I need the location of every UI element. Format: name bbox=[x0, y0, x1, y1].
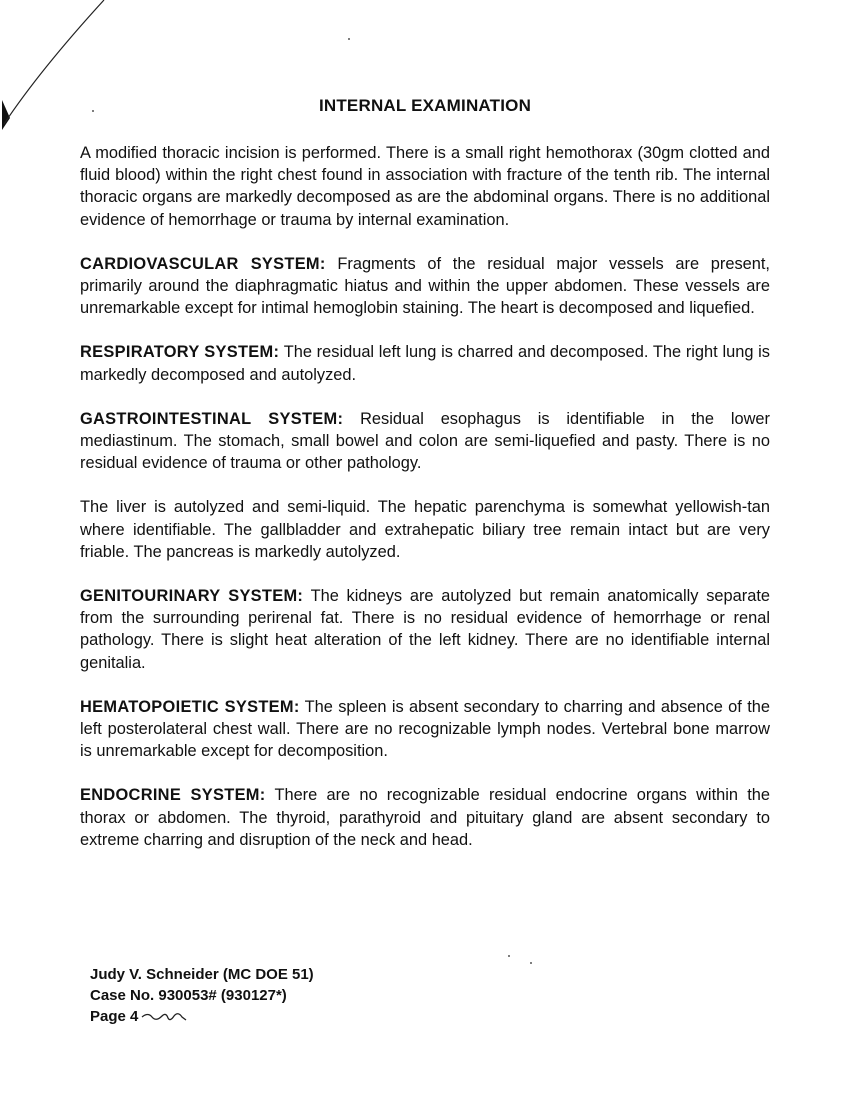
section-hematopoietic bbox=[80, 696, 770, 763]
handwritten-initials-icon bbox=[140, 1008, 190, 1026]
scan-speck bbox=[530, 962, 532, 964]
section-text: Residual esophagus is identifiable in the lower mediastinum. The stomach, small bowel and colon are semi-liquefied and pasty. There is no residual evidence of trauma or other pathology. bbox=[80, 409, 770, 473]
section-liver bbox=[80, 496, 770, 563]
page-number-line bbox=[90, 1006, 314, 1027]
document-page bbox=[80, 96, 770, 873]
section-text: The liver is autolyzed and semi-liquid. The hepatic parenchyma is somewhat yellowish-tan where identifiable. The gallbladder and extrahepatic biliary tree remain intact but are very friable. The pancreas is markedly autolyzed. bbox=[80, 498, 770, 561]
section-heading: HEMATOPOIETIC SYSTEM: bbox=[80, 697, 300, 716]
section-text: The kidneys are autolyzed but remain anatomically separate from the surrounding perirenal fat. There is no residual evidence of hemorrhage or renal pathology. There is slight heat alteration of the left kidney. There are no identifiable internal genitalia. bbox=[80, 587, 770, 672]
section-endocrine bbox=[80, 784, 770, 851]
section-genitourinary bbox=[80, 585, 770, 674]
section-heading: RESPIRATORY SYSTEM: bbox=[80, 343, 280, 362]
section-heading: GENITOURINARY SYSTEM: bbox=[80, 587, 304, 606]
section-heading: GASTROINTESTINAL SYSTEM: bbox=[80, 409, 344, 428]
section-heading: ENDOCRINE SYSTEM: bbox=[80, 786, 266, 805]
document-footer bbox=[90, 964, 314, 1027]
section-respiratory bbox=[80, 341, 770, 385]
section-text: There are no recognizable residual endocrine organs within the thorax or abdomen. The thyroid, parathyroid and pituitary gland are absent secondary to extreme charring and disruption of the neck and head. bbox=[80, 786, 770, 849]
section-gastrointestinal bbox=[80, 408, 770, 475]
page-number: Page 4 bbox=[90, 1008, 139, 1025]
scan-speck bbox=[348, 38, 350, 40]
section-text: Fragments of the residual major vessels are present, primarily around the diaphragmatic hiatus and within the upper abdomen. These vessels are unremarkable except for intimal hemoglobin staining. The heart is decomposed and liquefied. bbox=[80, 254, 770, 318]
case-number: Case No. 930053# (930127*) bbox=[90, 987, 287, 1004]
intro-paragraph: A modified thoracic incision is performed. There is a small right hemothorax (30gm clotted and fluid blood) within the right chest found in association with fracture of the tenth rib. The internal thoracic organs are markedly decomposed as are the abdominal organs. There is no additional evidence of hemorrhage or trauma by internal examination. bbox=[80, 144, 770, 229]
section-heading: CARDIOVASCULAR SYSTEM: bbox=[80, 254, 326, 273]
section-text: The spleen is absent secondary to charring and absence of the left posterolateral chest wall. There are no recognizable lymph nodes. Vertebral bone marrow is unremarkable except for decomposition. bbox=[80, 697, 770, 761]
examiner-name: Judy V. Schneider (MC DOE 51) bbox=[90, 966, 314, 983]
scan-speck bbox=[508, 955, 510, 957]
scan-speck bbox=[92, 110, 94, 112]
section-cardiovascular bbox=[80, 253, 770, 320]
page-title: INTERNAL EXAMINATION bbox=[318, 96, 532, 115]
section-text: The residual left lung is charred and decomposed. The right lung is markedly decomposed and autolyzed. bbox=[80, 343, 770, 384]
